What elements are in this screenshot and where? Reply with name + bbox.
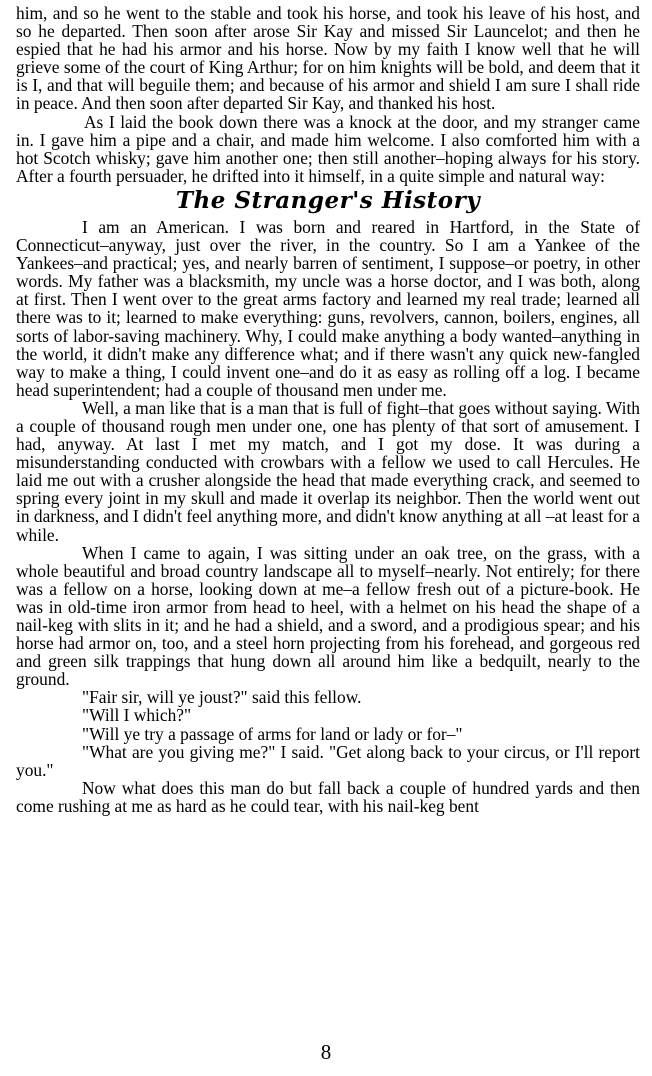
page-number: 8: [320, 1040, 332, 1064]
dialogue-line-3: "Will ye try a passage of arms for land or lady or for–": [82, 723, 463, 744]
paragraph-oak-tree: When I came to again, I was sitting under an oak tree, on the grass, with a whole beautiful and broad country landscape all to myself–nearly. Not entirely; for there was a fellow on a horse, looking down at me–a fellow fresh out of a picture-book. He was in old-time iron armor from head to heel, with a helmet on his head the shape of a nail-keg with slits in it; and he had a shield, and a sword, and a prodigious spear; and his horse had armor on, too, and a steel horn projecting from his forehead, and gorgeous red and green silk trappings that hung down all around him like a bedquilt, nearly to the ground.: [16, 542, 640, 690]
paragraph-rushing: Now what does this man do but fall back a couple of hundred yards and then come rushing at me as hard as he could tear, with his nail-keg bent: [16, 777, 640, 816]
page-body: [16, 4, 640, 815]
dialogue-line-4: "What are you giving me?" I said. "Get along back to your circus, or I'll report you.": [16, 741, 640, 780]
paragraph-full-of-fight: Well, a man like that is a man that is full of fight–that goes without saying. With a couple of thousand rough men under one, one has plenty of that sort of amusement. I had, anyway. At last I met my match, and I got my dose. It was during a misunderstanding conducted with crowbars with a fellow we used to call Hercules. He laid me out with a crusher alongside the head that made everything crack, and seemed to spring every joint in my skull and made it overlap its neighbor. Then the world went out in darkness, and I didn't feel anything more, and didn't know anything at all –at least for a while.: [16, 397, 640, 545]
paragraph-knock-at-door: As I laid the book down there was a knock at the door, and my stranger came in. I gave him a pipe and a chair, and made him welcome. I also comforted him with a hot Scotch whisky; gave him another one; then still another–hoping always for his story. After a fourth persuader, he drifted into it himself, in a quite simple and natural way:: [16, 111, 640, 186]
paragraph-american: I am an American. I was born and reared in Hartford, in the State of Connecticut–anyway, just over the river, in the country. So I am a Yankee of the Yankees–and practical; yes, and nearly barren of sentiment, I suppose–or poetry, in other words. My father was a blacksmith, my uncle was a horse doctor, and I was both, along at first. Then I went over to the great arms factory and learned my real trade; learned all there was to it; learned to make everything: guns, revolvers, cannon, boilers, engines, all sorts of labor-saving machinery. Why, I could make anything a body wanted–anything in the world, it didn't make any difference what; and if there wasn't any quick new-fangled way to make a thing, I could invent one–and do it as easy as rolling off a log. I became head superintendent; had a couple of thousand men under me.: [16, 216, 640, 400]
dialogue-line-1: "Fair sir, will ye joust?" said this fellow.: [82, 687, 362, 708]
dialogue-line-2: "Will I which?": [82, 705, 192, 726]
section-heading: The Stranger's History: [175, 186, 481, 214]
paragraph-continuation: him, and so he went to the stable and took his horse, and took his leave of his host, and so he departed. Then soon after arose Sir Kay and missed Sir Launcelot; and then he espied that he had his armor and his horse. Now by my faith I know well that he will grieve some of the court of King Arthur; for on him knights will be bold, and deem that it is I, and that will beguile them; and because of his armor and shield I am sure I shall ride in peace. And then soon after departed Sir Kay, and thanked his host.: [16, 3, 640, 114]
